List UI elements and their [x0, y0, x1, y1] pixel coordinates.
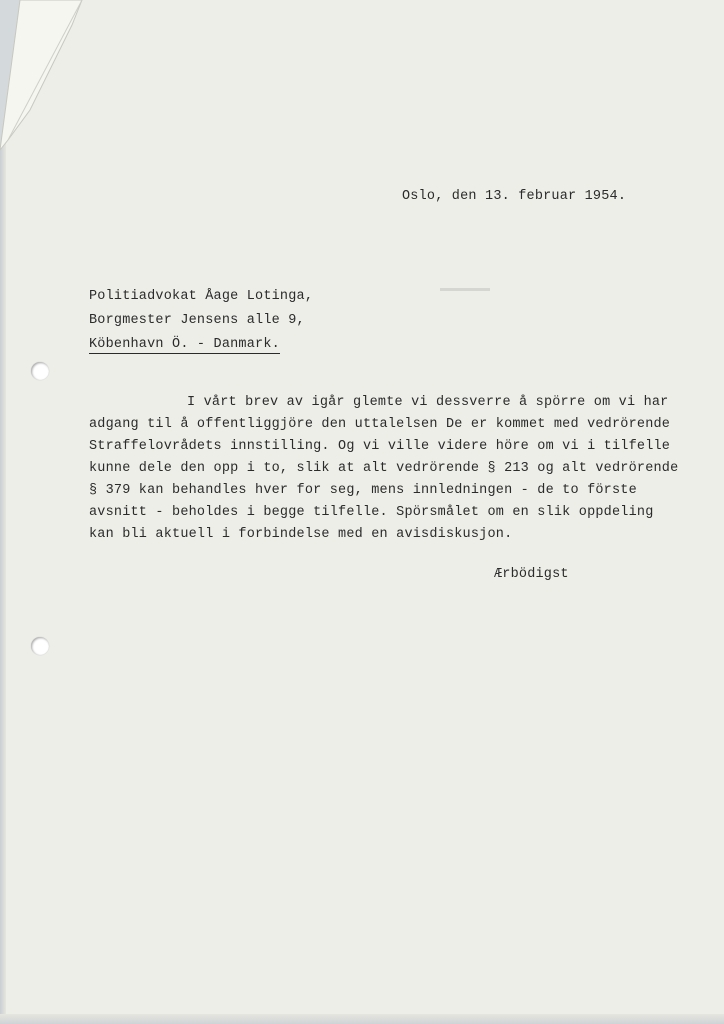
folded-corner	[0, 0, 140, 160]
body-line-4: kunne dele den opp i to, slik at alt vedrörende § 213 og alt vedrörende	[89, 461, 679, 476]
body-line-2: adgang til å offentliggjöre den uttalelsen De er kommet med vedrörende	[89, 417, 671, 432]
body-line-1: I vårt brev av igår glemte vi dessverre å spörre om vi har	[187, 395, 669, 410]
letter-date: Oslo, den 13. februar 1954.	[402, 189, 627, 204]
recipient-city	[89, 337, 280, 352]
body-line-5: § 379 kan behandles hver for seg, mens innledningen - de to förste	[89, 483, 637, 498]
recipient-name: Politiadvokat Åage Lotinga,	[89, 289, 314, 304]
body-line-6: avsnitt - beholdes i begge tilfelle. Spörsmålet om en slik oppdeling	[89, 505, 654, 520]
punch-hole-bottom	[31, 637, 49, 655]
body-line-3: Straffelovrådets innstilling. Og vi ville videre höre om vi i tilfelle	[89, 439, 671, 454]
recipient-street: Borgmester Jensens alle 9,	[89, 313, 305, 328]
closing-salutation: Ærbödigst	[494, 567, 569, 582]
page-bottom-edge	[0, 1014, 724, 1024]
punch-hole-top	[31, 362, 49, 380]
recipient-city-text: Köbenhavn Ö. - Danmark.	[89, 337, 280, 352]
ink-smudge	[440, 288, 490, 291]
body-line-7: kan bli aktuell i forbindelse med en avisdiskusjon.	[89, 527, 513, 542]
